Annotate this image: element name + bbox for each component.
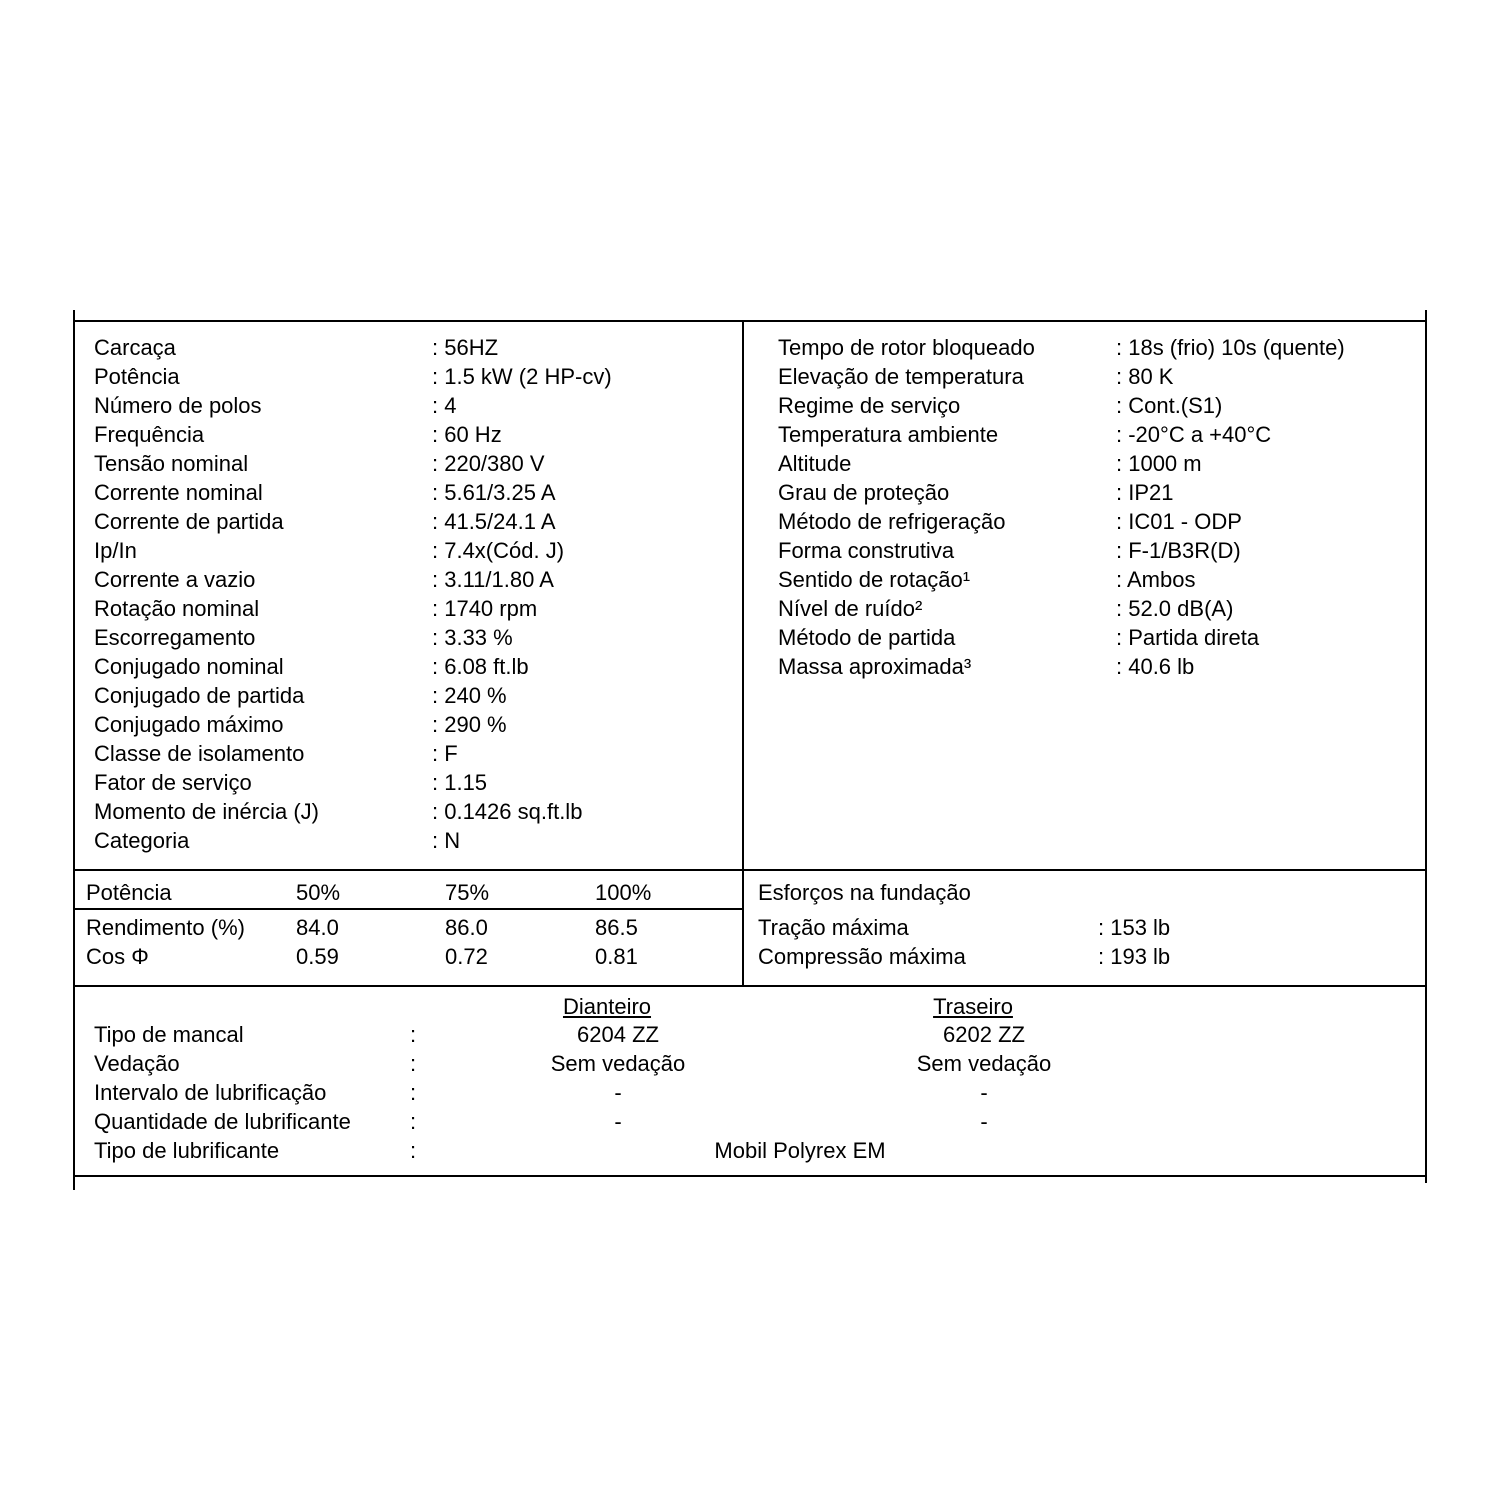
spec-value: : 6.08 ft.lb — [432, 654, 529, 679]
load-cell: 86.5 — [595, 915, 638, 940]
spec-label: Temperatura ambiente — [778, 422, 999, 447]
spec-value: : -20°C a +40°C — [1116, 422, 1272, 447]
spec-label: Escorregamento — [94, 625, 256, 650]
foundation-label: Tração máxima — [758, 915, 909, 940]
spec-label: Método de partida — [778, 625, 956, 650]
bearing-front-value: Sem vedação — [550, 1051, 686, 1076]
spec-value: : 7.4x(Cód. J) — [432, 538, 565, 563]
spec-label: Corrente nominal — [94, 480, 263, 505]
spec-label: Classe de isolamento — [94, 741, 305, 766]
spec-label: Elevação de temperatura — [778, 364, 1024, 389]
spec-value: : 1.15 — [432, 770, 488, 795]
load-cell: Rendimento (%) — [86, 915, 245, 940]
spec-value: : 80 K — [1116, 364, 1174, 389]
spec-label: Massa aproximada³ — [778, 654, 972, 679]
load-table-header-divider — [73, 908, 743, 910]
bearing-row-label: Quantidade de lubrificante — [94, 1109, 351, 1134]
load-cell: 0.72 — [445, 944, 488, 969]
spec-value: : 41.5/24.1 A — [432, 509, 556, 534]
spec-value: : N — [432, 828, 461, 853]
load-cell: 0.81 — [595, 944, 638, 969]
spec-value: : Ambos — [1116, 567, 1196, 592]
spec-label: Corrente a vazio — [94, 567, 256, 592]
spec-value: : 4 — [432, 393, 457, 418]
spec-value: : IC01 - ODP — [1116, 509, 1242, 534]
spec-label: Rotação nominal — [94, 596, 260, 621]
spec-value: : 60 Hz — [432, 422, 502, 447]
spec-value: : 1000 m — [1116, 451, 1202, 476]
spec-value: : 1740 rpm — [432, 596, 538, 621]
spec-label: Regime de serviço — [778, 393, 961, 418]
bearing-row-label: Tipo de mancal — [94, 1022, 244, 1047]
spec-value: : 52.0 dB(A) — [1116, 596, 1234, 621]
spec-label: Forma construtiva — [778, 538, 955, 563]
spec-label: Momento de inércia (J) — [94, 799, 319, 824]
spec-label: Potência — [94, 364, 180, 389]
bearing-rear-value: 6202 ZZ — [943, 1022, 1025, 1047]
load-cell: 84.0 — [296, 915, 339, 940]
frame-right-border — [1425, 310, 1427, 1183]
foundation-title: Esforços na fundação — [758, 880, 971, 905]
bearing-row-sep: : — [410, 1022, 417, 1047]
bearing-rear-value: - — [980, 1109, 988, 1134]
spec-label: Tempo de rotor bloqueado — [778, 335, 1035, 360]
spec-value: : F-1/B3R(D) — [1116, 538, 1241, 563]
load-header-cell: 50% — [296, 880, 341, 905]
spec-label: Tensão nominal — [94, 451, 249, 476]
bearing-front-value: 6204 ZZ — [577, 1022, 659, 1047]
bearing-rear-value: - — [980, 1080, 988, 1105]
foundation-value: : 153 lb — [1098, 915, 1171, 940]
load-header-cell: 75% — [445, 880, 490, 905]
spec-label: Ip/In — [94, 538, 137, 563]
spec-label: Número de polos — [94, 393, 262, 418]
frame-bottom-border — [73, 1175, 1427, 1177]
load-header-cell: Potência — [86, 880, 172, 905]
frame-mid-divider — [742, 320, 744, 987]
bearing-row-sep: : — [410, 1051, 417, 1076]
frame-top-border — [73, 320, 1427, 322]
bearing-rear-value: Sem vedação — [916, 1051, 1052, 1076]
spec-value: : 220/380 V — [432, 451, 545, 476]
bearing-front-value: - — [614, 1109, 622, 1134]
spec-value: : 1.5 kW (2 HP-cv) — [432, 364, 612, 389]
load-header-cell: 100% — [595, 880, 652, 905]
section-divider-2 — [73, 985, 1427, 987]
spec-value: : IP21 — [1116, 480, 1174, 505]
spec-label: Frequência — [94, 422, 205, 447]
spec-label: Grau de proteção — [778, 480, 950, 505]
spec-label: Conjugado de partida — [94, 683, 305, 708]
bearing-row-label: Intervalo de lubrificação — [94, 1080, 327, 1105]
spec-label: Sentido de rotação¹ — [778, 567, 971, 592]
spec-value: : 18s (frio) 10s (quente) — [1116, 335, 1345, 360]
spec-value: : 240 % — [432, 683, 507, 708]
load-cell: 86.0 — [445, 915, 488, 940]
spec-value: : Cont.(S1) — [1116, 393, 1223, 418]
spec-label: Nível de ruído² — [778, 596, 923, 621]
bearing-col-front-header: Dianteiro — [562, 994, 652, 1019]
load-cell: Cos Φ — [86, 944, 149, 969]
spec-value: : 3.11/1.80 A — [432, 567, 554, 592]
spec-label: Método de refrigeração — [778, 509, 1006, 534]
spec-value: : 290 % — [432, 712, 507, 737]
bearing-row-sep: : — [410, 1080, 417, 1105]
spec-label: Categoria — [94, 828, 190, 853]
section-divider-1 — [73, 869, 1427, 871]
spec-value: : 3.33 % — [432, 625, 513, 650]
spec-label: Corrente de partida — [94, 509, 284, 534]
spec-label: Fator de serviço — [94, 770, 252, 795]
bearing-col-rear-header: Traseiro — [933, 994, 1013, 1019]
foundation-value: : 193 lb — [1098, 944, 1171, 969]
spec-label: Conjugado nominal — [94, 654, 284, 679]
spec-label: Carcaça — [94, 335, 176, 360]
lubricant-type-sep: : — [410, 1138, 417, 1163]
lubricant-type-value: Mobil Polyrex EM — [714, 1138, 886, 1163]
bearing-front-value: - — [614, 1080, 622, 1105]
lubricant-type-label: Tipo de lubrificante — [94, 1138, 280, 1163]
spec-value: : 56HZ — [432, 335, 499, 360]
spec-value: : 0.1426 sq.ft.lb — [432, 799, 583, 824]
spec-label: Conjugado máximo — [94, 712, 284, 737]
bearing-row-sep: : — [410, 1109, 417, 1134]
spec-value: : 40.6 lb — [1116, 654, 1195, 679]
spec-value: : F — [432, 741, 458, 766]
bearing-row-label: Vedação — [94, 1051, 180, 1076]
spec-label: Altitude — [778, 451, 852, 476]
spec-value: : Partida direta — [1116, 625, 1260, 650]
frame-left-border — [73, 310, 75, 1190]
spec-value: : 5.61/3.25 A — [432, 480, 556, 505]
load-cell: 0.59 — [296, 944, 339, 969]
foundation-label: Compressão máxima — [758, 944, 966, 969]
